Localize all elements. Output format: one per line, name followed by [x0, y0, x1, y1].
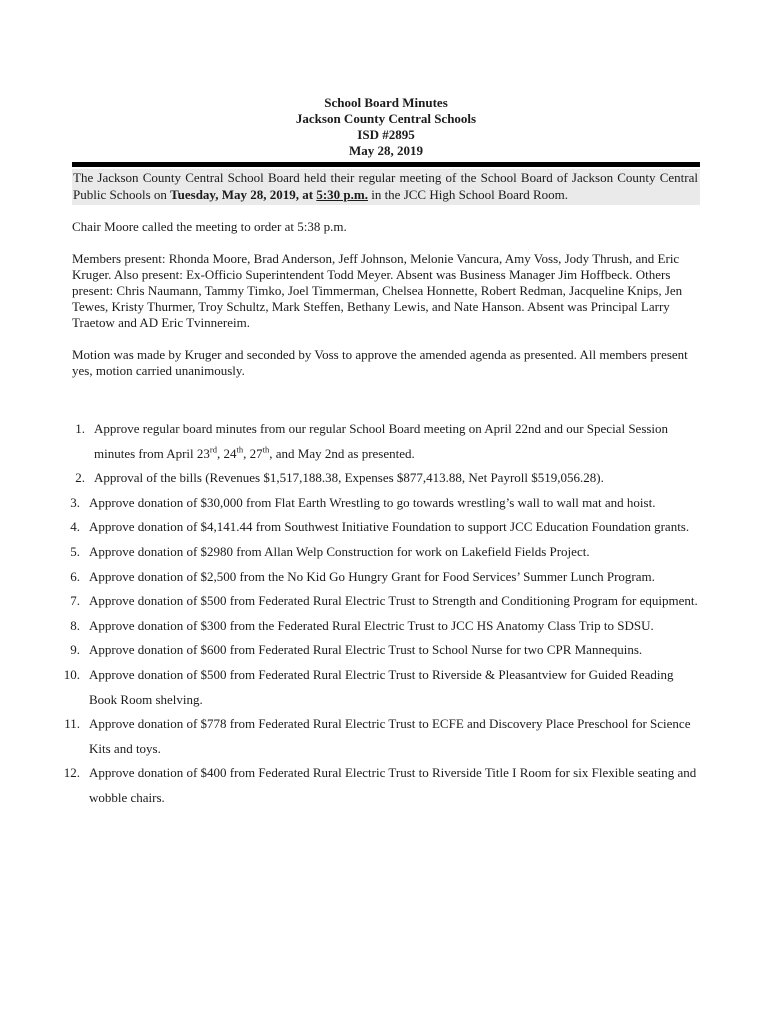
list-item-text: Approval of the bills (Revenues $1,517,188.38, Expenses $877,413.88, Net Payroll $519,056.28).	[94, 470, 604, 486]
list-item	[63, 540, 700, 565]
list-item	[63, 589, 700, 614]
list-item	[68, 466, 700, 491]
intro-highlighted-paragraph: The Jackson County Central School Board held their regular meeting of the School Board of Jackson County Central Public Schools on Tuesday, May 28, 2019, at 5:30 p.m. in the JCC High School Board Room.	[72, 169, 700, 205]
document-header	[72, 95, 700, 159]
list-item-text: Approve donation of $4,141.44 from Southwest Initiative Foundation to support JCC Education Foundation grants.	[89, 519, 690, 535]
title-line-minutes: School Board Minutes	[324, 95, 448, 110]
list-item	[63, 614, 700, 639]
list-item	[68, 417, 700, 466]
list-item-text: Approve donation of $778 from Federated Rural Electric Trust to ECFE and Discovery Place Preschool for Science Kits and toys.	[89, 716, 691, 756]
list-item-text: Approve donation of $600 from Federated Rural Electric Trust to School Nurse for two CPR Mannequins.	[89, 642, 643, 658]
list-item-text: Approve donation of $2980 from Allan Welp Construction for work on Lakefield Fields Project.	[89, 543, 590, 559]
list-item-number: 5.	[70, 543, 80, 559]
paragraph-call-to-order: Chair Moore called the meeting to order at 5:38 p.m.	[72, 219, 347, 234]
list-item	[63, 491, 700, 516]
title-line-isd: ISD #2895	[357, 127, 415, 142]
list-item-number: 10.	[63, 666, 80, 682]
list-item	[63, 515, 700, 540]
list-item	[63, 638, 700, 663]
minutes-list	[63, 417, 700, 811]
list-item-text: Approve regular board minutes from our regular School Board meeting on April 22nd and our Special Session minutes from April 23rd, 24th, 27th, and May 2nd as presented.	[94, 421, 669, 461]
list-item	[63, 663, 700, 712]
title-line-date: May 28, 2019	[348, 143, 424, 158]
list-item-number: 12.	[63, 765, 80, 781]
list-item	[63, 565, 700, 590]
title-line-district: Jackson County Central Schools	[295, 111, 477, 126]
list-item-number: 6.	[70, 568, 80, 584]
list-item-number: 4.	[70, 519, 80, 535]
list-item-text: Approve donation of $30,000 from Flat Earth Wrestling to go towards wrestling’s wall to wall mat and hoist.	[89, 494, 656, 510]
list-item	[63, 712, 700, 761]
list-item-number: 1.	[75, 421, 85, 436]
list-item-number: 9.	[70, 642, 80, 658]
divider-rule	[72, 162, 700, 167]
list-item-number: 11.	[64, 716, 80, 732]
list-item-number: 8.	[70, 617, 80, 633]
list-item-number: 3.	[70, 494, 80, 510]
list-item-text: Approve donation of $300 from the Federated Rural Electric Trust to JCC HS Anatomy Class Trip to SDSU.	[89, 617, 654, 633]
paragraph-agenda-motion: Motion was made by Kruger and seconded by Voss to approve the amended agenda as presented. All members present yes, motion carried unanimously.	[72, 347, 688, 378]
list-item-number: 2.	[75, 470, 85, 486]
list-item-text: Approve donation of $500 from Federated Rural Electric Trust to Riverside & Pleasantview for Guided Reading Book Room shelving.	[89, 666, 674, 707]
list-item-text: Approve donation of $2,500 from the No Kid Go Hungry Grant for Food Services’ Summer Lunch Program.	[89, 568, 655, 584]
list-item-text: Approve donation of $500 from Federated Rural Electric Trust to Strength and Conditioning Program for equipment.	[89, 593, 698, 609]
list-item	[63, 761, 700, 810]
list-item-text: Approve donation of $400 from Federated Rural Electric Trust to Riverside Title I Room for six Flexible seating and wobble chairs.	[89, 765, 697, 805]
list-item-number: 7.	[70, 593, 80, 609]
paragraph-members-present: Members present: Rhonda Moore, Brad Anderson, Jeff Johnson, Melonie Vancura, Amy Voss, Jody Thrush, and Eric Kruger. Also present: Ex-Officio Superintendent Todd Meyer. Absent was Business Manager Jim Hoffbeck. Others present: Chris Naumann, Tammy Timko, Joel Timmerman, Chelsea Honnette, Robert Redman, Jacqueline Knips, Jen Tewes, Kristy Thurmer, Troy Schultz, Mark Steffen, Bethany Lewis, and Nate Hanson. Absent was Principal Larry Traetow and AD Eric Tvinnereim.	[72, 251, 683, 330]
